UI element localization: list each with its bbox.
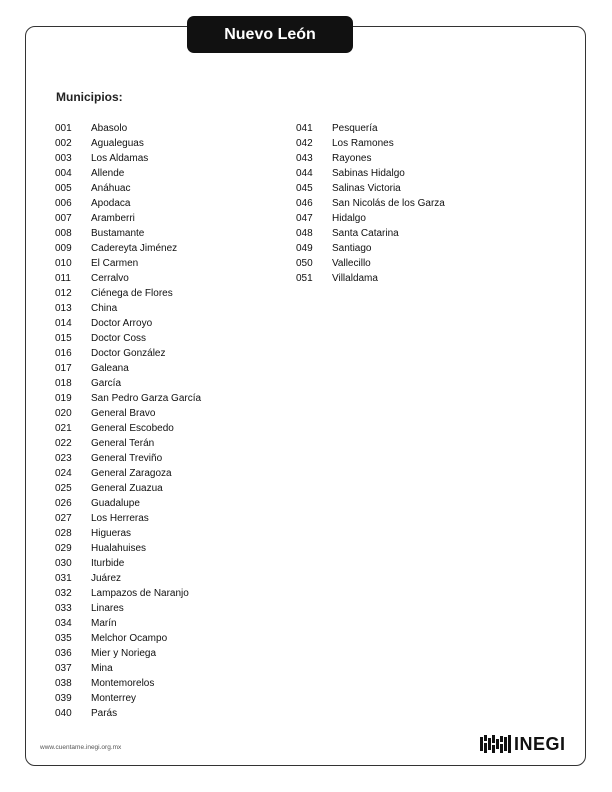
list-item: [296, 241, 445, 256]
municipio-name: Mina: [91, 663, 113, 674]
municipio-code: 039: [55, 693, 72, 704]
municipio-name: San Pedro Garza García: [91, 393, 202, 404]
municipio-code: 015: [55, 333, 72, 344]
municipio-code: 041: [296, 123, 313, 134]
list-item: [55, 331, 201, 346]
list-item: [55, 166, 201, 181]
municipio-name: Sabinas Hidalgo: [332, 168, 405, 179]
municipio-name: Guadalupe: [91, 498, 140, 509]
municipio-name: Parás: [91, 708, 118, 719]
municipio-code: 030: [55, 558, 72, 569]
municipio-name: Los Herreras: [91, 513, 149, 524]
list-item: [296, 271, 445, 286]
municipio-name: General Zuazua: [91, 483, 163, 494]
municipio-name: Montemorelos: [91, 678, 155, 689]
list-item: [296, 256, 445, 271]
municipio-name: Santiago: [332, 243, 372, 254]
list-item: [55, 361, 201, 376]
municipio-name: General Treviño: [91, 453, 163, 464]
municipio-name: Doctor Arroyo: [91, 318, 153, 329]
municipio-code: 042: [296, 138, 313, 149]
municipio-name: Iturbide: [91, 558, 125, 569]
municipio-code: 051: [296, 273, 313, 284]
list-item: [55, 526, 201, 541]
municipio-code: 002: [55, 138, 72, 149]
municipio-name: Galeana: [91, 363, 129, 374]
section-heading: Municipios:: [56, 90, 123, 104]
municipio-code: 017: [55, 363, 72, 374]
list-item: [55, 601, 201, 616]
list-item: [55, 211, 201, 226]
municipio-code: 007: [55, 213, 72, 224]
municipio-code: 036: [55, 648, 72, 659]
list-item: [55, 616, 201, 631]
list-item: [296, 166, 445, 181]
municipio-name: Hidalgo: [332, 213, 366, 224]
municipio-code: 040: [55, 708, 72, 719]
list-item: [296, 226, 445, 241]
municipio-code: 048: [296, 228, 313, 239]
municipio-code: 014: [55, 318, 72, 329]
list-item: [55, 481, 201, 496]
municipio-code: 034: [55, 618, 72, 629]
municipio-name: Villaldama: [332, 273, 378, 284]
municipio-code: 006: [55, 198, 72, 209]
list-item: [55, 391, 201, 406]
municipio-name: Doctor González: [91, 348, 166, 359]
municipio-code: 004: [55, 168, 72, 179]
municipio-name: Los Aldamas: [91, 153, 149, 164]
municipio-name: Cerralvo: [91, 273, 129, 284]
municipio-code: 019: [55, 393, 72, 404]
municipio-code: 028: [55, 528, 72, 539]
municipio-code: 001: [55, 123, 72, 134]
municipio-code: 005: [55, 183, 72, 194]
list-item: [55, 136, 201, 151]
municipio-name: Linares: [91, 603, 124, 614]
municipio-name: Higueras: [91, 528, 132, 539]
list-item: [55, 376, 201, 391]
list-item: [55, 151, 201, 166]
list-item: [296, 151, 445, 166]
list-item: [55, 556, 201, 571]
municipio-name: Los Ramones: [332, 138, 394, 149]
municipio-code: 027: [55, 513, 72, 524]
list-item: [55, 661, 201, 676]
municipio-code: 049: [296, 243, 313, 254]
municipio-code: 032: [55, 588, 72, 599]
list-item: [55, 586, 201, 601]
list-item: [55, 241, 201, 256]
list-item: [55, 676, 201, 691]
municipio-name: General Bravo: [91, 408, 156, 419]
municipio-code: 009: [55, 243, 72, 254]
municipio-name: General Zaragoza: [91, 468, 172, 479]
list-item: [296, 121, 445, 136]
list-item: [55, 646, 201, 661]
municipios-list-column-1: [55, 121, 201, 721]
municipio-name: Ciénega de Flores: [91, 288, 173, 299]
municipio-name: Agualeguas: [91, 138, 144, 149]
municipio-name: Doctor Coss: [91, 333, 147, 344]
list-item: [55, 496, 201, 511]
municipio-code: 012: [55, 288, 72, 299]
municipio-code: 029: [55, 543, 72, 554]
list-item: [55, 466, 201, 481]
municipio-code: 024: [55, 468, 72, 479]
list-item: [55, 631, 201, 646]
list-item: [55, 226, 201, 241]
municipio-name: Santa Catarina: [332, 228, 399, 239]
municipio-name: San Nicolás de los Garza: [332, 198, 445, 209]
municipio-code: 011: [55, 273, 71, 284]
list-item: [296, 196, 445, 211]
inegi-logo-text: INEGI: [514, 733, 566, 754]
list-item: [55, 286, 201, 301]
municipio-name: Hualahuises: [91, 543, 147, 554]
municipio-code: 047: [296, 213, 313, 224]
list-item: [55, 436, 201, 451]
municipios-list-column-2: [296, 121, 445, 286]
municipio-name: Marín: [91, 618, 117, 629]
municipio-code: 023: [55, 453, 72, 464]
municipio-name: El Carmen: [91, 258, 139, 269]
municipio-code: 010: [55, 258, 72, 269]
municipio-name: General Escobedo: [91, 423, 174, 434]
municipio-name: Vallecillo: [332, 258, 371, 269]
municipio-name: Anáhuac: [91, 183, 131, 194]
list-item: [55, 301, 201, 316]
municipio-name: Lampazos de Naranjo: [91, 588, 189, 599]
list-item: [55, 256, 201, 271]
list-item: [55, 181, 201, 196]
municipio-name: Aramberri: [91, 213, 135, 224]
list-item: [55, 706, 201, 721]
municipio-name: Monterrey: [91, 693, 137, 704]
municipio-code: 025: [55, 483, 72, 494]
municipio-code: 046: [296, 198, 313, 209]
footer-url-link[interactable]: www.cuentame.inegi.org.mx: [40, 744, 122, 751]
municipio-code: 037: [55, 663, 72, 674]
list-item: [55, 121, 201, 136]
municipio-code: 033: [55, 603, 72, 614]
municipio-name: Allende: [91, 168, 125, 179]
municipio-name: Mier y Noriega: [91, 648, 157, 659]
list-item: [55, 511, 201, 526]
municipio-code: 003: [55, 153, 72, 164]
municipio-name: Apodaca: [91, 198, 131, 209]
list-item: [55, 421, 201, 436]
page-title: Nuevo León: [187, 16, 353, 53]
municipio-name: Bustamante: [91, 228, 145, 239]
municipio-code: 043: [296, 153, 313, 164]
list-item: [55, 691, 201, 706]
municipio-name: Juárez: [91, 573, 122, 584]
municipio-code: 008: [55, 228, 72, 239]
list-item: [296, 136, 445, 151]
municipio-code: 016: [55, 348, 72, 359]
municipio-code: 026: [55, 498, 72, 509]
municipio-name: Abasolo: [91, 123, 128, 134]
municipio-code: 035: [55, 633, 72, 644]
municipio-name: General Terán: [91, 438, 155, 449]
municipio-name: Melchor Ocampo: [91, 633, 168, 644]
municipio-name: China: [91, 303, 118, 314]
municipio-code: 038: [55, 678, 72, 689]
municipio-code: 021: [55, 423, 72, 434]
municipio-code: 018: [55, 378, 72, 389]
municipio-name: Cadereyta Jiménez: [91, 243, 178, 254]
municipio-code: 044: [296, 168, 313, 179]
list-item: [296, 181, 445, 196]
list-item: [55, 271, 201, 286]
inegi-logo-icon: [480, 735, 512, 753]
municipio-code: 031: [55, 573, 72, 584]
municipio-name: Rayones: [332, 153, 372, 164]
municipio-code: 022: [55, 438, 72, 449]
municipio-code: 045: [296, 183, 313, 194]
list-item: [55, 316, 201, 331]
inegi-logo: [480, 734, 566, 754]
municipio-code: 013: [55, 303, 72, 314]
list-item: [55, 571, 201, 586]
municipio-code: 020: [55, 408, 72, 419]
municipio-name: Salinas Victoria: [332, 183, 401, 194]
list-item: [55, 541, 201, 556]
municipio-name: García: [91, 378, 122, 389]
municipio-name: Pesquería: [332, 123, 378, 134]
list-item: [55, 196, 201, 211]
list-item: [55, 451, 201, 466]
list-item: [296, 211, 445, 226]
list-item: [55, 346, 201, 361]
municipio-code: 050: [296, 258, 313, 269]
list-item: [55, 406, 201, 421]
